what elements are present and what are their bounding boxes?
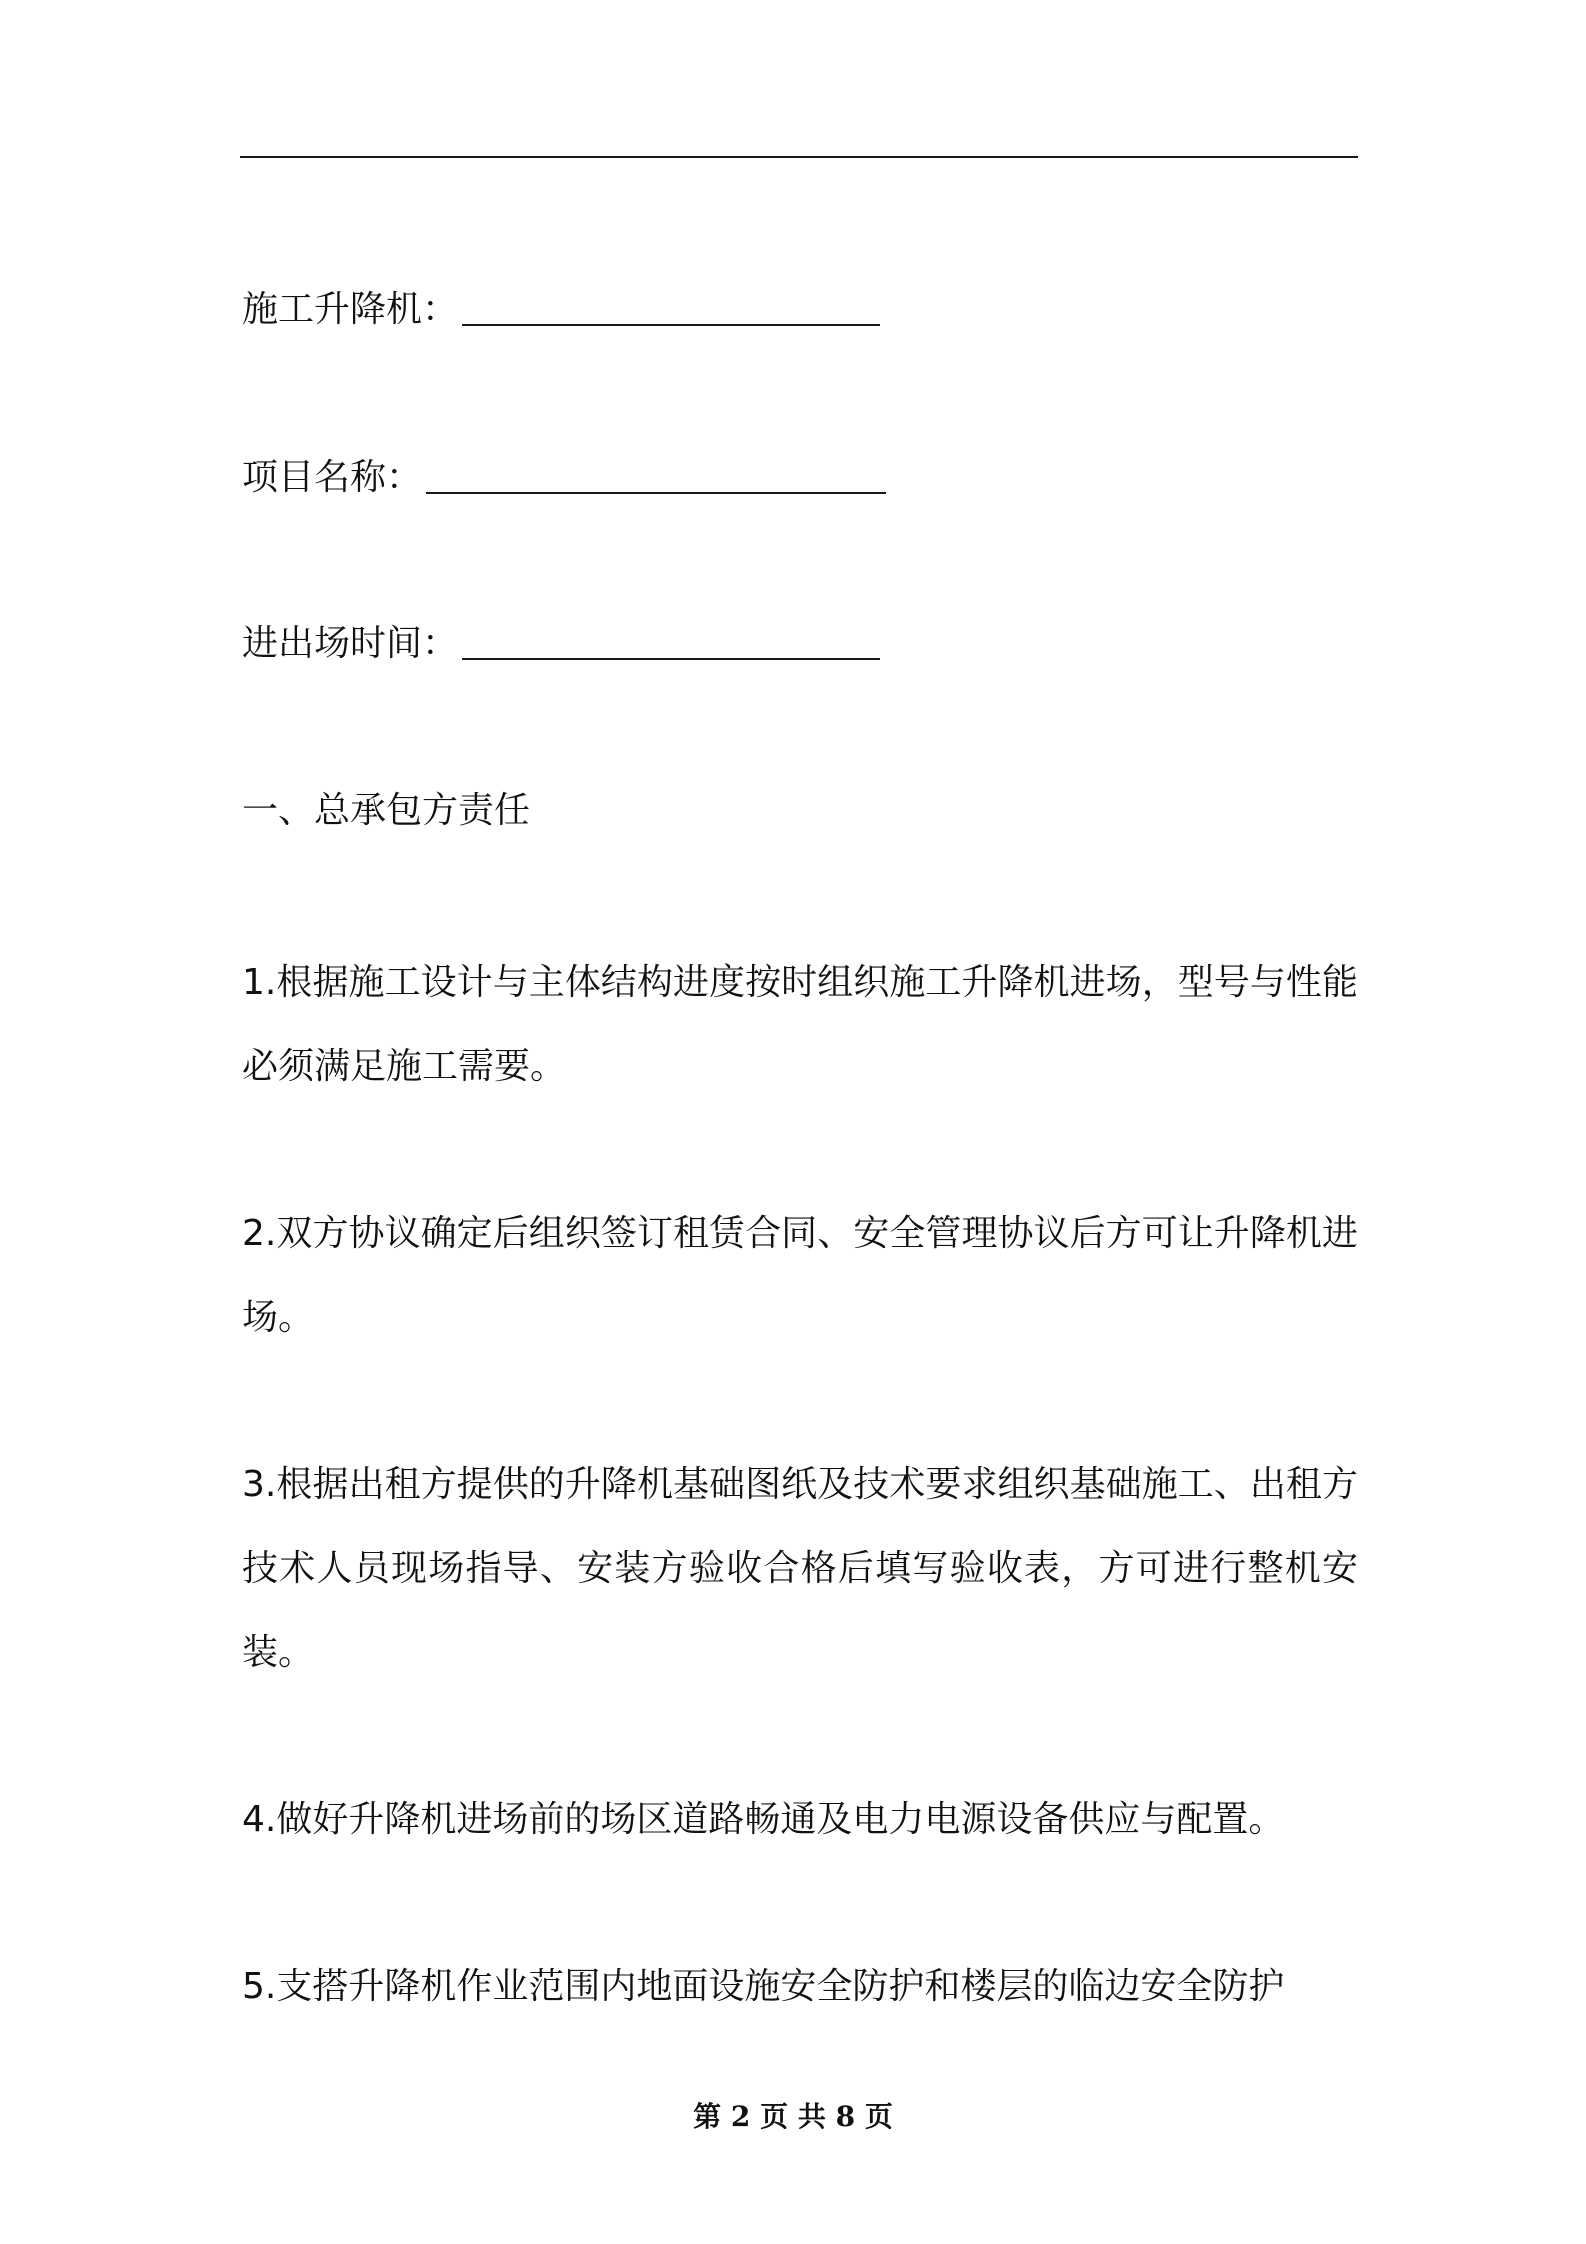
field-label: 施工升降机：	[242, 289, 459, 330]
header-rule	[240, 156, 1358, 158]
paragraph-3: 3.根据出租方提供的升降机基础图纸及技术要求组织基础施工、出租方技术人员现场指导、安装方验收合格后填写验收表，方可进行整机安装。	[242, 1464, 1358, 1673]
blank-line	[426, 492, 886, 494]
paragraph-4: 4.做好升降机进场前的场区道路畅通及电力电源设备供应与配置。	[242, 1799, 1285, 1840]
paragraph-1: 1.根据施工设计与主体结构进度按时组织施工升降机进场，型号与性能必须满足施工需要。	[242, 962, 1358, 1087]
paragraph-2: 2.双方协议确定后组织签订租赁合同、安全管理协议后方可让升降机进场。	[242, 1213, 1358, 1338]
page-number-footer: 第 2 页 共 8 页	[693, 2100, 893, 2133]
field-label: 项目名称：	[242, 457, 423, 498]
field-entry-exit-time	[242, 624, 880, 664]
section-heading: 一、总承包方责任	[242, 790, 531, 831]
field-construction-hoist	[242, 290, 880, 330]
blank-line	[462, 324, 880, 326]
paragraph-5: 5.支搭升降机作业范围内地面设施安全防护和楼层的临边安全防护	[242, 1966, 1285, 2007]
blank-line	[462, 658, 880, 660]
field-label: 进出场时间：	[242, 623, 459, 664]
field-project-name	[242, 458, 886, 498]
